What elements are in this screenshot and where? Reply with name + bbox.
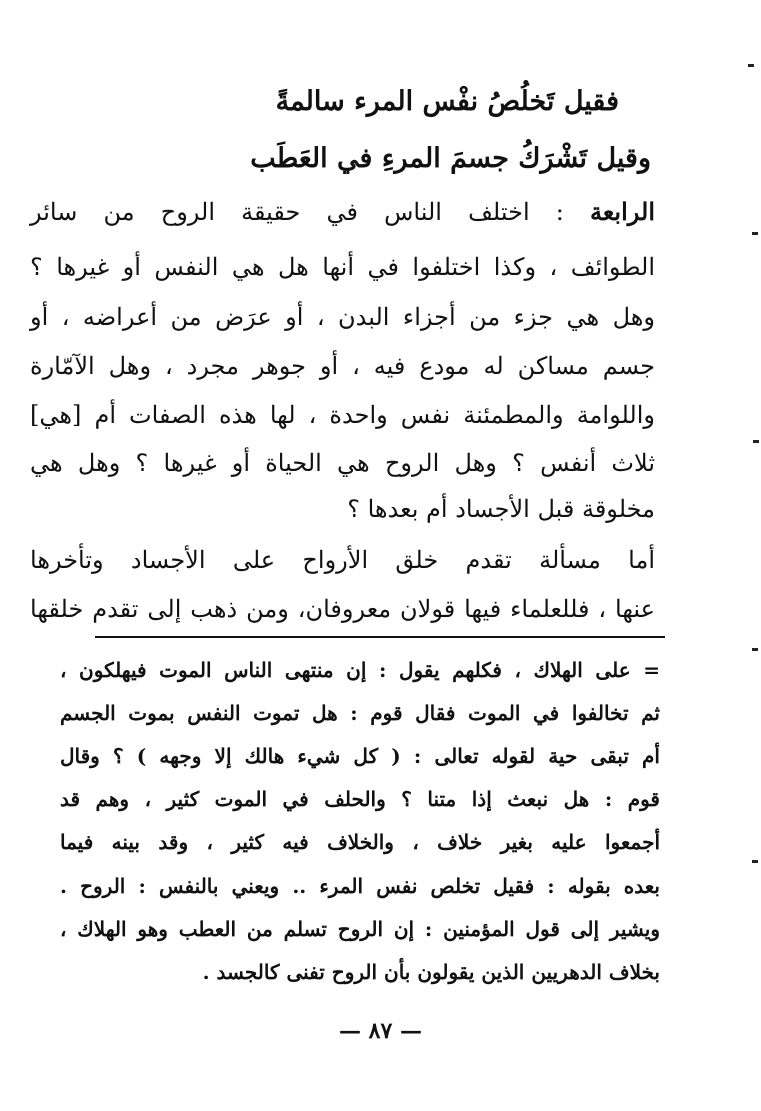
footnote-line-4: قوم : هل نبعث إذا متنا ؟ والحلف في الموت كثير ، وهم قد (60, 787, 660, 811)
paragraph-line-6: ثلاث أنفس ؟ وهل الروح هي الحياة أو غيرها ؟ وهل هي (30, 449, 655, 477)
margin-speck (752, 648, 758, 651)
section-heading-word: الرابعة (589, 197, 655, 226)
footnote-separator (95, 636, 665, 638)
paragraph-line-4: جسم مساكن له مودع فيه ، أو جوهر مجرد ، وهل الآمّارة (30, 352, 655, 380)
footnote-line-2: ثم تخالفوا في الموت فقال قوم : هل تموت النفس بموت الجسم (60, 701, 660, 725)
footnote-line-5: أجمعوا عليه بغير خلاف ، والخلاف فيه كثير ، وقد بينه فيما (60, 830, 660, 854)
paragraph-line-7: مخلوقة قبل الأجساد أم بعدها ؟ (347, 495, 655, 523)
footnote-line-6: بعده بقوله : فقيل تخلص نفس المرء .. ويعني بالنفس : الروح . (60, 874, 660, 898)
margin-speck (752, 860, 758, 863)
margin-speck (748, 64, 754, 67)
margin-speck (753, 440, 759, 443)
margin-speck (752, 232, 758, 235)
footnote-line-1: = على الهلاك ، فكلهم يقول : إن منتهى الناس الموت فيهلكون ، (60, 658, 660, 682)
poem-verse-2: وقيل تَشْرَكُ جسمَ المرءِ في العَطَب (250, 143, 651, 174)
footnote-line-3: أم تبقى حية لقوله تعالى : ( كل شيء هالك إلا وجهه ) ؟ وقال (60, 744, 660, 768)
footnote-line-8: بخلاف الدهريين الذين يقولون بأن الروح تفنى كالجسد . (202, 960, 660, 984)
paragraph-line-2: الطوائف ، وكذا اختلفوا في أنها هل هي النفس أو غيرها ؟ (30, 253, 655, 281)
paragraph2-line-2: عنها ، فللعلماء فيها قولان معروفان، ومن ذهب إلى تقدم خلقها (30, 595, 655, 623)
paragraph2-line-1: أما مسألة تقدم خلق الأرواح على الأجساد وتأخرها (30, 546, 655, 574)
paragraph-line-3: وهل هي جزء من أجزاء البدن ، أو عرَض من أعراضه ، أو (30, 303, 655, 331)
poem-verse-1: فقيل تَخلُصُ نفْس المرء سالمةً (275, 86, 619, 117)
paragraph-line-5: واللوامة والمطمئنة نفس واحدة ، لها هذه الصفات أم [هي] (30, 401, 655, 429)
paragraph-line-1-text: : اختلف الناس في حقيقة الروح من سائر (30, 198, 564, 226)
footnote-line-7: ويشير إلى قول المؤمنين : إن الروح تسلم من العطب وهو الهلاك ، (60, 917, 660, 941)
page-number: — ٨٧ — (339, 1018, 422, 1044)
paragraph-line-1 (30, 197, 655, 226)
